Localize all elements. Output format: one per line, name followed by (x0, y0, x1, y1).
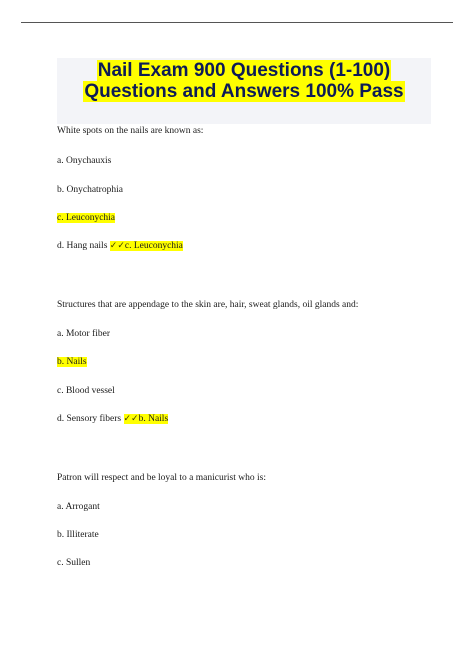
question-1-option-d (57, 240, 183, 252)
question-2-option-b (57, 356, 87, 368)
question-3-prompt: Patron will respect and be loyal to a manicurist who is: (57, 473, 266, 483)
title-box (57, 58, 431, 124)
question-3-option-b: b. Illiterate (57, 530, 99, 540)
question-2-prompt: Structures that are appendage to the skin are, hair, sweat glands, oil glands and: (57, 300, 359, 310)
question-2-answer-text: b. Nails (138, 414, 169, 424)
question-3-option-c: c. Sullen (57, 558, 91, 568)
question-1-prompt: White spots on the nails are known as: (57, 126, 204, 136)
document-title-line-1: Nail Exam 900 Questions (1-100) (97, 60, 391, 81)
question-1-answer-text: c. Leuconychia (124, 241, 183, 251)
question-2-option-d-text: d. Sensory fibers (57, 414, 122, 424)
question-2-answer (124, 414, 169, 424)
question-1-option-a: a. Onychauxis (57, 156, 112, 166)
question-2-option-a: a. Motor fiber (57, 329, 111, 339)
question-1-answer (110, 241, 183, 251)
question-1-option-c (57, 212, 115, 224)
question-3-option-a: a. Arrogant (57, 502, 100, 512)
question-1-option-d-text: d. Hang nails (57, 241, 108, 251)
question-2-option-b-highlighted: b. Nails (57, 357, 87, 367)
question-1-option-b: b. Onychatrophia (57, 185, 123, 195)
question-2-option-c: c. Blood vessel (57, 386, 115, 396)
double-check-icon: ✓✓ (109, 241, 125, 251)
question-2-option-d (57, 413, 168, 425)
double-check-icon: ✓✓ (123, 414, 139, 424)
top-rule (21, 22, 453, 23)
question-1-option-c-highlighted: c. Leuconychia (57, 213, 116, 223)
document-title-line-2: Questions and Answers 100% Pass (84, 81, 404, 102)
